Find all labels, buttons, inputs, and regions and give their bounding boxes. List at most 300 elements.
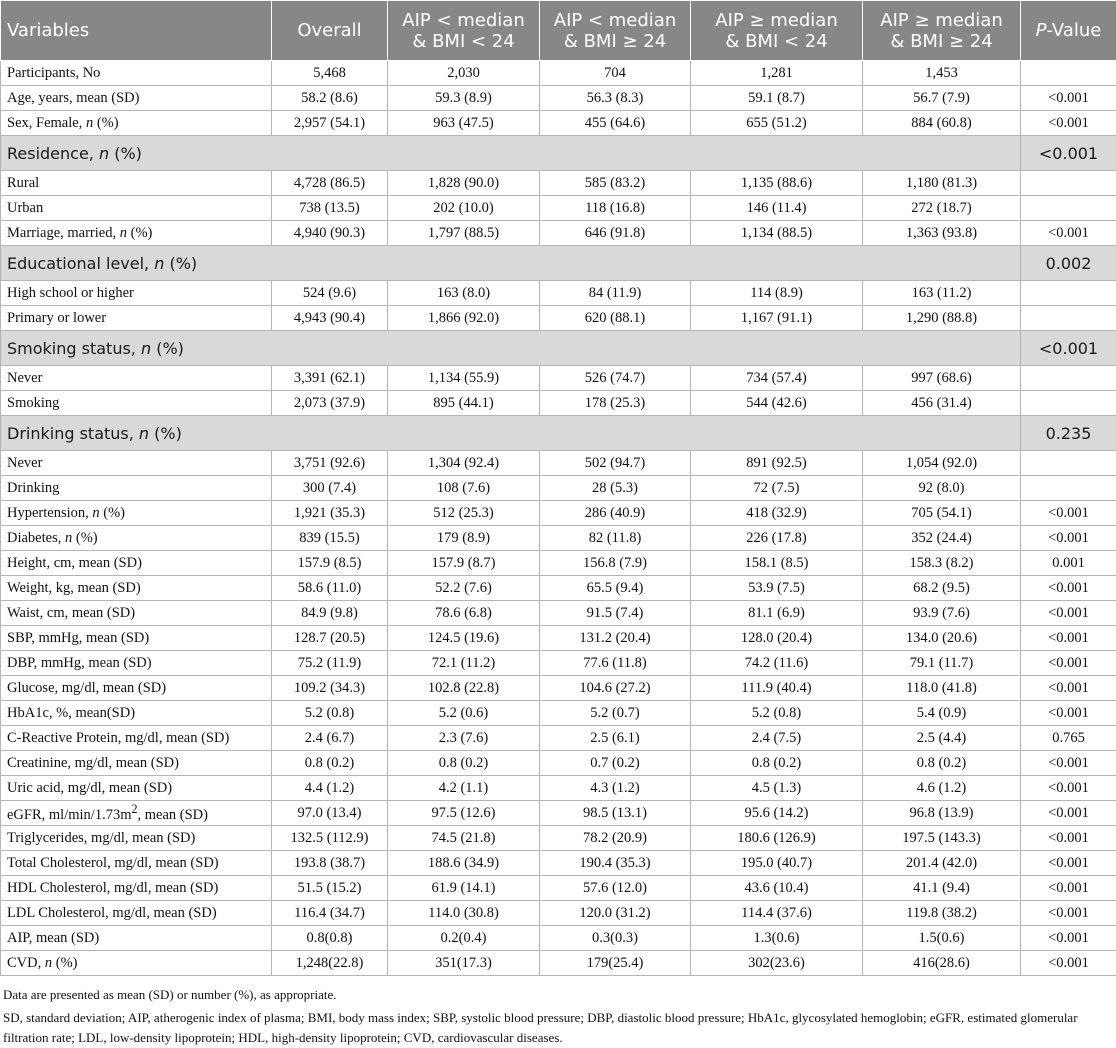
cell-p-value: <0.001 bbox=[1021, 951, 1116, 976]
cell-overall: 738 (13.5) bbox=[272, 196, 388, 221]
cell-p-value: <0.001 bbox=[1021, 676, 1116, 701]
row-label-text: Rural bbox=[7, 175, 39, 191]
cell-group-2: 704 bbox=[540, 61, 691, 86]
cell-group-4: 41.1 (9.4) bbox=[863, 876, 1021, 901]
header-group-1-line-2: & BMI < 24 bbox=[388, 31, 539, 52]
cell-group-2: 78.2 (20.9) bbox=[540, 826, 691, 851]
cell-group-2: 502 (94.7) bbox=[540, 451, 691, 476]
table-row bbox=[1, 61, 1116, 86]
section-header-row bbox=[1, 331, 1116, 366]
row-label bbox=[1, 801, 272, 826]
footnote-presentation: Data are presented as mean (SD) or number (%), as appropriate. bbox=[3, 985, 1112, 1005]
cell-group-4: 0.8 (0.2) bbox=[863, 751, 1021, 776]
section-label bbox=[1, 136, 1021, 171]
row-label-text: Total Cholesterol, mg/dl, mean (SD) bbox=[7, 855, 219, 871]
cell-overall: 193.8 (38.7) bbox=[272, 851, 388, 876]
row-label-text: HbA1c, %, mean(SD) bbox=[7, 705, 135, 721]
cell-group-3: 544 (42.6) bbox=[691, 391, 863, 416]
cell-group-3: 1,135 (88.6) bbox=[691, 171, 863, 196]
cell-p-value: <0.001 bbox=[1021, 501, 1116, 526]
table-row bbox=[1, 476, 1116, 501]
header-group-3 bbox=[691, 1, 863, 61]
cell-group-2: 131.2 (20.4) bbox=[540, 626, 691, 651]
cell-p-value: <0.001 bbox=[1021, 526, 1116, 551]
cell-group-3: 195.0 (40.7) bbox=[691, 851, 863, 876]
cell-group-3: 418 (32.9) bbox=[691, 501, 863, 526]
header-group-4 bbox=[863, 1, 1021, 61]
row-label bbox=[1, 451, 272, 476]
table-row bbox=[1, 551, 1116, 576]
cell-group-2: 455 (64.6) bbox=[540, 111, 691, 136]
table-row bbox=[1, 281, 1116, 306]
cell-p-value: 0.001 bbox=[1021, 551, 1116, 576]
cell-group-1: 108 (7.6) bbox=[388, 476, 540, 501]
row-label bbox=[1, 651, 272, 676]
cell-group-4: 92 (8.0) bbox=[863, 476, 1021, 501]
cell-p-value: <0.001 bbox=[1021, 626, 1116, 651]
cell-group-3: 0.8 (0.2) bbox=[691, 751, 863, 776]
row-label bbox=[1, 196, 272, 221]
table-row bbox=[1, 801, 1116, 826]
cell-group-1: 72.1 (11.2) bbox=[388, 651, 540, 676]
cell-p-value: <0.001 bbox=[1021, 111, 1116, 136]
cell-group-4: 456 (31.4) bbox=[863, 391, 1021, 416]
cell-group-4: 705 (54.1) bbox=[863, 501, 1021, 526]
header-group-4-line-1: AIP ≥ median bbox=[863, 10, 1020, 31]
row-label bbox=[1, 221, 272, 246]
cell-overall: 157.9 (8.5) bbox=[272, 551, 388, 576]
table-row bbox=[1, 576, 1116, 601]
cell-group-3: 81.1 (6.9) bbox=[691, 601, 863, 626]
row-label-n: n bbox=[92, 505, 99, 521]
cell-group-2: 65.5 (9.4) bbox=[540, 576, 691, 601]
row-label-text: Urban bbox=[7, 200, 43, 216]
cell-group-3: 53.9 (7.5) bbox=[691, 576, 863, 601]
row-label-text: Drinking bbox=[7, 480, 59, 496]
cell-group-1: 102.8 (22.8) bbox=[388, 676, 540, 701]
cell-group-1: 1,134 (55.9) bbox=[388, 366, 540, 391]
row-label-n: n bbox=[86, 115, 93, 131]
cell-p-value: <0.001 bbox=[1021, 651, 1116, 676]
cell-group-4: 197.5 (143.3) bbox=[863, 826, 1021, 851]
header-group-2-line-2: & BMI ≥ 24 bbox=[540, 31, 690, 52]
row-label-text: Creatinine, mg/dl, mean (SD) bbox=[7, 755, 179, 771]
cell-overall: 1,921 (35.3) bbox=[272, 501, 388, 526]
row-label bbox=[1, 391, 272, 416]
cell-overall: 4,943 (90.4) bbox=[272, 306, 388, 331]
cell-group-2: 2.5 (6.1) bbox=[540, 726, 691, 751]
row-label-text: Marriage, married, bbox=[7, 225, 120, 241]
row-label-suffix: (%) bbox=[109, 144, 142, 163]
cell-group-4: 1,453 bbox=[863, 61, 1021, 86]
cell-group-1: 163 (8.0) bbox=[388, 281, 540, 306]
cell-group-2: 118 (16.8) bbox=[540, 196, 691, 221]
cell-group-3: 655 (51.2) bbox=[691, 111, 863, 136]
row-label bbox=[1, 676, 272, 701]
cell-group-4: 1,363 (93.8) bbox=[863, 221, 1021, 246]
row-label bbox=[1, 701, 272, 726]
cell-overall: 132.5 (112.9) bbox=[272, 826, 388, 851]
table-header bbox=[1, 1, 1116, 61]
row-label-suffix: (%) bbox=[93, 115, 118, 131]
header-variables: Variables bbox=[1, 1, 272, 61]
row-label-text: Triglycerides, mg/dl, mean (SD) bbox=[7, 830, 195, 846]
cell-group-1: 512 (25.3) bbox=[388, 501, 540, 526]
cell-group-2: 585 (83.2) bbox=[540, 171, 691, 196]
table-row bbox=[1, 951, 1116, 976]
cell-group-1: 895 (44.1) bbox=[388, 391, 540, 416]
cell-group-2: 178 (25.3) bbox=[540, 391, 691, 416]
cell-p-value: 0.765 bbox=[1021, 726, 1116, 751]
cell-group-1: 2,030 bbox=[388, 61, 540, 86]
row-label bbox=[1, 86, 272, 111]
row-label-text: Height, cm, mean (SD) bbox=[7, 555, 142, 571]
cell-overall: 1,248(22.8) bbox=[272, 951, 388, 976]
cell-group-1: 0.2(0.4) bbox=[388, 926, 540, 951]
cell-group-1: 1,304 (92.4) bbox=[388, 451, 540, 476]
table-row bbox=[1, 391, 1116, 416]
row-label bbox=[1, 726, 272, 751]
header-group-4-line-2: & BMI ≥ 24 bbox=[863, 31, 1020, 52]
cell-group-4: 119.8 (38.2) bbox=[863, 901, 1021, 926]
table-row bbox=[1, 676, 1116, 701]
table-row bbox=[1, 86, 1116, 111]
row-label bbox=[1, 826, 272, 851]
cell-group-3: 180.6 (126.9) bbox=[691, 826, 863, 851]
cell-group-1: 59.3 (8.9) bbox=[388, 86, 540, 111]
cell-group-2: 646 (91.8) bbox=[540, 221, 691, 246]
cell-group-2: 190.4 (35.3) bbox=[540, 851, 691, 876]
cell-group-1: 78.6 (6.8) bbox=[388, 601, 540, 626]
row-label bbox=[1, 601, 272, 626]
header-p-italic: P bbox=[1036, 20, 1047, 41]
row-label-text: HDL Cholesterol, mg/dl, mean (SD) bbox=[7, 880, 218, 896]
cell-group-1: 97.5 (12.6) bbox=[388, 801, 540, 826]
cell-group-3: 74.2 (11.6) bbox=[691, 651, 863, 676]
table-row bbox=[1, 851, 1116, 876]
cell-p-value: <0.001 bbox=[1021, 86, 1116, 111]
cell-group-3: 59.1 (8.7) bbox=[691, 86, 863, 111]
header-group-1-line-1: AIP < median bbox=[388, 10, 539, 31]
cell-group-2: 98.5 (13.1) bbox=[540, 801, 691, 826]
row-label bbox=[1, 776, 272, 801]
cell-overall: 524 (9.6) bbox=[272, 281, 388, 306]
cell-group-2: 104.6 (27.2) bbox=[540, 676, 691, 701]
cell-p-value: <0.001 bbox=[1021, 901, 1116, 926]
table-row bbox=[1, 451, 1116, 476]
section-header-row bbox=[1, 416, 1116, 451]
cell-p-value bbox=[1021, 171, 1116, 196]
cell-group-1: 202 (10.0) bbox=[388, 196, 540, 221]
table-row bbox=[1, 826, 1116, 851]
row-label-suffix: (%) bbox=[72, 530, 97, 546]
row-label bbox=[1, 366, 272, 391]
row-label bbox=[1, 876, 272, 901]
cell-group-1: 124.5 (19.6) bbox=[388, 626, 540, 651]
cell-group-1: 114.0 (30.8) bbox=[388, 901, 540, 926]
cell-group-3: 226 (17.8) bbox=[691, 526, 863, 551]
row-label-text: Smoking status, bbox=[7, 339, 141, 358]
section-p-value: 0.002 bbox=[1021, 246, 1116, 281]
row-label bbox=[1, 306, 272, 331]
row-label bbox=[1, 851, 272, 876]
row-label bbox=[1, 526, 272, 551]
cell-group-1: 963 (47.5) bbox=[388, 111, 540, 136]
cell-group-3: 1,281 bbox=[691, 61, 863, 86]
cell-group-3: 302(23.6) bbox=[691, 951, 863, 976]
cell-group-4: 158.3 (8.2) bbox=[863, 551, 1021, 576]
row-label-text: CVD, bbox=[7, 955, 45, 971]
cell-group-2: 5.2 (0.7) bbox=[540, 701, 691, 726]
cell-group-2: 286 (40.9) bbox=[540, 501, 691, 526]
row-label bbox=[1, 61, 272, 86]
cell-group-1: 1,828 (90.0) bbox=[388, 171, 540, 196]
cell-group-4: 201.4 (42.0) bbox=[863, 851, 1021, 876]
row-label-text: Waist, cm, mean (SD) bbox=[7, 605, 135, 621]
cell-group-2: 4.3 (1.2) bbox=[540, 776, 691, 801]
row-label-text: AIP, mean (SD) bbox=[7, 930, 99, 946]
cell-overall: 4,940 (90.3) bbox=[272, 221, 388, 246]
cell-overall: 116.4 (34.7) bbox=[272, 901, 388, 926]
cell-group-2: 77.6 (11.8) bbox=[540, 651, 691, 676]
header-group-1 bbox=[388, 1, 540, 61]
row-label-text: Uric acid, mg/dl, mean (SD) bbox=[7, 780, 172, 796]
table-row bbox=[1, 526, 1116, 551]
cell-group-4: 352 (24.4) bbox=[863, 526, 1021, 551]
cell-group-4: 416(28.6) bbox=[863, 951, 1021, 976]
cell-overall: 51.5 (15.2) bbox=[272, 876, 388, 901]
table-row bbox=[1, 306, 1116, 331]
cell-group-4: 272 (18.7) bbox=[863, 196, 1021, 221]
cell-overall: 2,073 (37.9) bbox=[272, 391, 388, 416]
cell-p-value bbox=[1021, 391, 1116, 416]
table-body bbox=[1, 61, 1116, 976]
cell-p-value: <0.001 bbox=[1021, 801, 1116, 826]
cell-group-1: 179 (8.9) bbox=[388, 526, 540, 551]
cell-group-4: 1,180 (81.3) bbox=[863, 171, 1021, 196]
section-p-value: 0.235 bbox=[1021, 416, 1116, 451]
cell-overall: 84.9 (9.8) bbox=[272, 601, 388, 626]
table-footnotes bbox=[0, 976, 1116, 1048]
row-label bbox=[1, 626, 272, 651]
cell-group-3: 158.1 (8.5) bbox=[691, 551, 863, 576]
cell-overall: 3,391 (62.1) bbox=[272, 366, 388, 391]
header-group-2-line-1: AIP < median bbox=[540, 10, 690, 31]
cell-group-3: 111.9 (40.4) bbox=[691, 676, 863, 701]
row-label-text: Glucose, mg/dl, mean (SD) bbox=[7, 680, 166, 696]
cell-p-value bbox=[1021, 306, 1116, 331]
cell-group-4: 1,054 (92.0) bbox=[863, 451, 1021, 476]
table-row bbox=[1, 876, 1116, 901]
row-label-text: Age, years, mean (SD) bbox=[7, 90, 139, 106]
cell-group-3: 1,167 (91.1) bbox=[691, 306, 863, 331]
row-label-text: Never bbox=[7, 370, 42, 386]
section-label bbox=[1, 246, 1021, 281]
row-label-text: Participants, No bbox=[7, 65, 100, 81]
cell-group-3: 4.5 (1.3) bbox=[691, 776, 863, 801]
table-row bbox=[1, 601, 1116, 626]
cell-overall: 839 (15.5) bbox=[272, 526, 388, 551]
cell-overall: 97.0 (13.4) bbox=[272, 801, 388, 826]
cell-group-4: 4.6 (1.2) bbox=[863, 776, 1021, 801]
section-p-value: <0.001 bbox=[1021, 136, 1116, 171]
cell-p-value bbox=[1021, 281, 1116, 306]
cell-group-3: 43.6 (10.4) bbox=[691, 876, 863, 901]
cell-overall: 4.4 (1.2) bbox=[272, 776, 388, 801]
cell-overall: 4,728 (86.5) bbox=[272, 171, 388, 196]
row-label-text: eGFR, ml/min/1.73m bbox=[7, 807, 131, 823]
row-label-n: n bbox=[141, 339, 151, 358]
cell-group-2: 56.3 (8.3) bbox=[540, 86, 691, 111]
section-p-value: <0.001 bbox=[1021, 331, 1116, 366]
cell-group-4: 118.0 (41.8) bbox=[863, 676, 1021, 701]
cell-p-value bbox=[1021, 196, 1116, 221]
cell-overall: 300 (7.4) bbox=[272, 476, 388, 501]
row-label-n: n bbox=[45, 955, 52, 971]
cell-overall: 75.2 (11.9) bbox=[272, 651, 388, 676]
cell-p-value bbox=[1021, 451, 1116, 476]
cell-p-value: <0.001 bbox=[1021, 221, 1116, 246]
cell-group-3: 146 (11.4) bbox=[691, 196, 863, 221]
row-label-text: Weight, kg, mean (SD) bbox=[7, 580, 141, 596]
cell-p-value: <0.001 bbox=[1021, 701, 1116, 726]
row-label-suffix: (%) bbox=[127, 225, 152, 241]
row-label-n: n bbox=[65, 530, 72, 546]
row-label-text: Hypertension, bbox=[7, 505, 92, 521]
cell-group-1: 74.5 (21.8) bbox=[388, 826, 540, 851]
cell-group-1: 52.2 (7.6) bbox=[388, 576, 540, 601]
cell-group-1: 1,797 (88.5) bbox=[388, 221, 540, 246]
section-label bbox=[1, 331, 1021, 366]
footnote-abbreviations: SD, standard deviation; AIP, atherogenic index of plasma; BMI, body mass index; SBP, systolic blood pressure; DBP, diastolic blood pressure; HbA1c, glycosylated hemoglobin; eGFR, estimated glomerular filtration rate; LDL, low-density lipoprotein; HDL, high-density lipoprotein; CVD, cardiovascular diseases. bbox=[3, 1008, 1112, 1048]
cell-p-value: <0.001 bbox=[1021, 851, 1116, 876]
row-label bbox=[1, 576, 272, 601]
row-label-n: n bbox=[139, 424, 149, 443]
cell-overall: 58.6 (11.0) bbox=[272, 576, 388, 601]
cell-group-4: 68.2 (9.5) bbox=[863, 576, 1021, 601]
cell-group-3: 1.3(0.6) bbox=[691, 926, 863, 951]
cell-overall: 2.4 (6.7) bbox=[272, 726, 388, 751]
cell-group-3: 1,134 (88.5) bbox=[691, 221, 863, 246]
cell-group-2: 526 (74.7) bbox=[540, 366, 691, 391]
table-row bbox=[1, 626, 1116, 651]
row-label-text: Residence, bbox=[7, 144, 99, 163]
table-row bbox=[1, 501, 1116, 526]
cell-group-4: 2.5 (4.4) bbox=[863, 726, 1021, 751]
cell-group-3: 2.4 (7.5) bbox=[691, 726, 863, 751]
row-label-suffix: (%) bbox=[164, 254, 197, 273]
row-label bbox=[1, 751, 272, 776]
cell-group-1: 4.2 (1.1) bbox=[388, 776, 540, 801]
cell-group-3: 95.6 (14.2) bbox=[691, 801, 863, 826]
table-row bbox=[1, 111, 1116, 136]
row-label bbox=[1, 476, 272, 501]
row-label bbox=[1, 281, 272, 306]
cell-p-value: <0.001 bbox=[1021, 576, 1116, 601]
table-row bbox=[1, 221, 1116, 246]
cell-group-4: 79.1 (11.7) bbox=[863, 651, 1021, 676]
cell-group-4: 93.9 (7.6) bbox=[863, 601, 1021, 626]
cell-group-3: 5.2 (0.8) bbox=[691, 701, 863, 726]
row-label-n: n bbox=[120, 225, 127, 241]
cell-group-4: 56.7 (7.9) bbox=[863, 86, 1021, 111]
cell-group-4: 997 (68.6) bbox=[863, 366, 1021, 391]
cell-group-2: 0.3(0.3) bbox=[540, 926, 691, 951]
cell-group-2: 57.6 (12.0) bbox=[540, 876, 691, 901]
cell-overall: 5,468 bbox=[272, 61, 388, 86]
section-header-row bbox=[1, 136, 1116, 171]
table-row bbox=[1, 751, 1116, 776]
cell-p-value: <0.001 bbox=[1021, 876, 1116, 901]
cell-overall: 0.8 (0.2) bbox=[272, 751, 388, 776]
row-label-n: n bbox=[154, 254, 164, 273]
table-row bbox=[1, 366, 1116, 391]
row-label bbox=[1, 951, 272, 976]
row-label-suffix: (%) bbox=[151, 339, 184, 358]
header-p-suffix: -Value bbox=[1046, 20, 1101, 41]
cell-group-2: 82 (11.8) bbox=[540, 526, 691, 551]
cell-group-2: 0.7 (0.2) bbox=[540, 751, 691, 776]
header-overall: Overall bbox=[272, 1, 388, 61]
cell-p-value bbox=[1021, 476, 1116, 501]
table-row bbox=[1, 701, 1116, 726]
cell-group-4: 5.4 (0.9) bbox=[863, 701, 1021, 726]
cell-p-value: <0.001 bbox=[1021, 776, 1116, 801]
row-label-suffix: (%) bbox=[149, 424, 182, 443]
cell-overall: 0.8(0.8) bbox=[272, 926, 388, 951]
table-row bbox=[1, 901, 1116, 926]
cell-p-value bbox=[1021, 61, 1116, 86]
cell-group-3: 114 (8.9) bbox=[691, 281, 863, 306]
table-row bbox=[1, 651, 1116, 676]
cell-overall: 58.2 (8.6) bbox=[272, 86, 388, 111]
row-label-suffix: , mean (SD) bbox=[138, 807, 208, 823]
cell-overall: 3,751 (92.6) bbox=[272, 451, 388, 476]
row-label-superscript: 2 bbox=[131, 802, 137, 816]
cell-overall: 5.2 (0.8) bbox=[272, 701, 388, 726]
row-label-text: SBP, mmHg, mean (SD) bbox=[7, 630, 149, 646]
row-label-text: Drinking status, bbox=[7, 424, 139, 443]
row-label-suffix: (%) bbox=[100, 505, 125, 521]
cell-p-value: <0.001 bbox=[1021, 826, 1116, 851]
cell-group-2: 156.8 (7.9) bbox=[540, 551, 691, 576]
cell-group-2: 28 (5.3) bbox=[540, 476, 691, 501]
cell-group-1: 188.6 (34.9) bbox=[388, 851, 540, 876]
cell-group-1: 0.8 (0.2) bbox=[388, 751, 540, 776]
cell-group-4: 1.5(0.6) bbox=[863, 926, 1021, 951]
cell-p-value: <0.001 bbox=[1021, 751, 1116, 776]
cell-group-4: 96.8 (13.9) bbox=[863, 801, 1021, 826]
cell-group-4: 163 (11.2) bbox=[863, 281, 1021, 306]
cell-overall: 2,957 (54.1) bbox=[272, 111, 388, 136]
cell-overall: 128.7 (20.5) bbox=[272, 626, 388, 651]
cell-group-1: 2.3 (7.6) bbox=[388, 726, 540, 751]
cell-group-2: 84 (11.9) bbox=[540, 281, 691, 306]
cell-group-3: 114.4 (37.6) bbox=[691, 901, 863, 926]
cell-group-1: 61.9 (14.1) bbox=[388, 876, 540, 901]
section-header-row bbox=[1, 246, 1116, 281]
row-label-n: n bbox=[99, 144, 109, 163]
cell-overall: 109.2 (34.3) bbox=[272, 676, 388, 701]
table-row bbox=[1, 926, 1116, 951]
cell-group-4: 134.0 (20.6) bbox=[863, 626, 1021, 651]
cell-group-3: 128.0 (20.4) bbox=[691, 626, 863, 651]
cell-group-1: 5.2 (0.6) bbox=[388, 701, 540, 726]
cell-group-2: 179(25.4) bbox=[540, 951, 691, 976]
header-p-value bbox=[1021, 1, 1116, 61]
row-label-text: Never bbox=[7, 455, 42, 471]
table-row bbox=[1, 196, 1116, 221]
